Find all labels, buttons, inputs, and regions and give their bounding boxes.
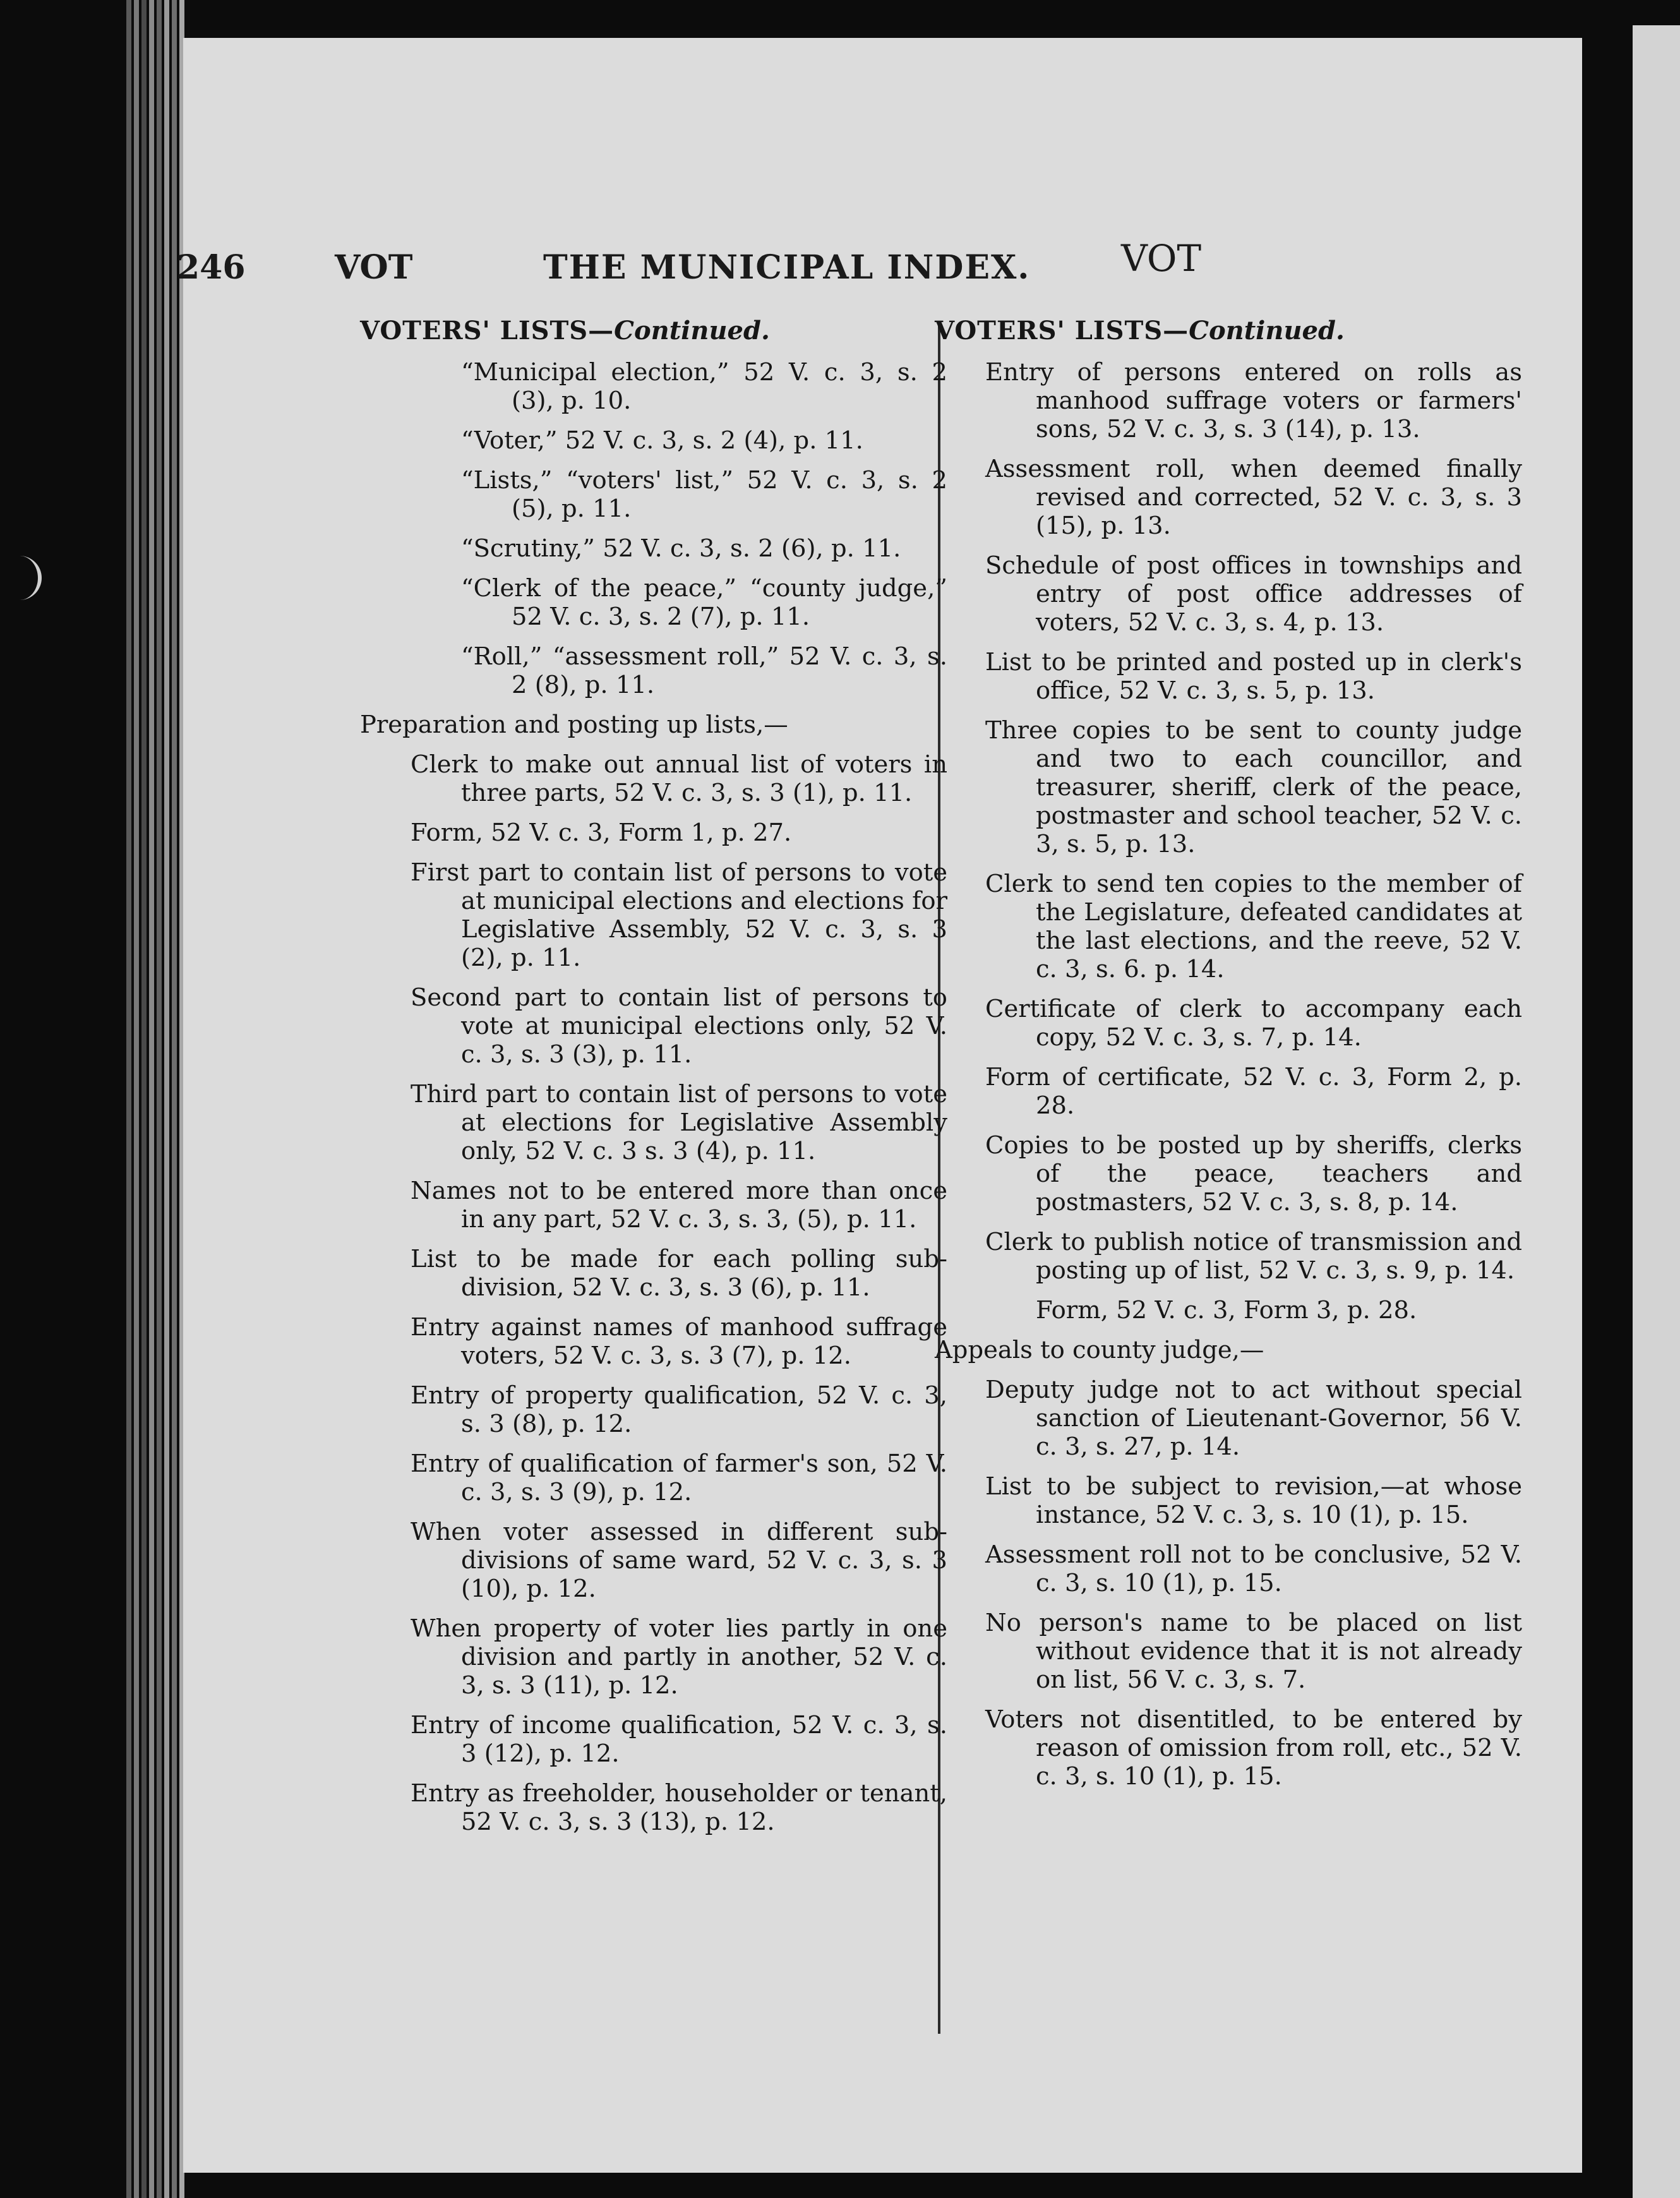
right-column-heading: VOTERS' LISTS—Continued. [935,316,1345,345]
facing-page-edge [1633,25,1680,2198]
index-entry: Entry against names of manhood suffrage voters, 52 V. c. 3, s. 3 (7), p. 12. [411,1313,947,1370]
running-header [0,237,1680,287]
scan-artifact [0,556,42,600]
left-column-heading: VOTERS' LISTS—Continued. [360,316,770,345]
index-entry: Entry of property qualification, 52 V. c. 3, s. 3 (8), p. 12. [411,1381,947,1438]
index-entry: “Municipal election,” 52 V. c. 3, s. 2 (3), p. 10. [461,358,947,415]
index-entry: When property of voter lies partly in one division and partly in another, 52 V. c. 3, s. 3 (11), p. 12. [411,1614,947,1700]
left-column [360,316,947,1847]
index-entry: Clerk to send ten copies to the member of the Legislature, defeated candidates at the last elections, and the reeve, 52 V. c. 3, s. 6. p. 14. [985,870,1522,983]
guide-word-left: VOT [335,248,413,287]
index-entry: No person's name to be placed on list without evidence that it is not already on list, 56 V. c. 3, s. 7. [985,1609,1522,1694]
index-entry: Certificate of clerk to accompany each copy, 52 V. c. 3, s. 7, p. 14. [985,995,1522,1052]
index-entry: Schedule of post offices in townships and entry of post office addresses of voters, 52 V. c. 3, s. 4, p. 13. [985,551,1522,637]
index-entry: List to be subject to revision,—at whose instance, 52 V. c. 3, s. 10 (1), p. 15. [985,1472,1522,1529]
index-entry: Form, 52 V. c. 3, Form 3, p. 28. [1036,1296,1417,1324]
index-entry: “Roll,” “assessment roll,” 52 V. c. 3, s. 2 (8), p. 11. [461,642,947,699]
index-entry: Second part to contain list of persons to vote at municipal elections only, 52 V. c. 3, s. 3 (3), p. 11. [411,983,947,1069]
index-entry: Entry as freeholder, householder or tenant, 52 V. c. 3, s. 3 (13), p. 12. [411,1779,947,1836]
left-entry-list [360,358,947,1836]
index-entry: Assessment roll, when deemed finally revised and corrected, 52 V. c. 3, s. 3 (15), p. 13. [985,455,1522,540]
index-entry: Third part to contain list of persons to vote at elections for Legislative Assembly only, 52 V. c. 3 s. 3 (4), p. 11. [411,1080,947,1165]
index-entry: “Voter,” 52 V. c. 3, s. 2 (4), p. 11. [461,426,863,455]
index-entry: When voter assessed in different sub-divisions of same ward, 52 V. c. 3, s. 3 (10), p. 12. [411,1518,947,1603]
index-entry: Three copies to be sent to county judge and two to each councillor, and treasurer, sheriff, clerk of the peace, postmaster and school teacher, 52 V. c. 3, s. 5, p. 13. [985,716,1522,858]
index-entry: Assessment roll not to be conclusive, 52 V. c. 3, s. 10 (1), p. 15. [985,1540,1522,1597]
index-entry: “Lists,” “voters' list,” 52 V. c. 3, s. 2 (5), p. 11. [461,466,947,523]
index-entry: Form of certificate, 52 V. c. 3, Form 2, p. 28. [985,1063,1522,1120]
page-number: 246 [177,248,246,287]
index-entry: Appeals to county judge,— [935,1336,1264,1364]
index-entry: Copies to be posted up by sheriffs, clerks of the peace, teachers and postmasters, 52 V. c. 3, s. 8, p. 14. [985,1131,1522,1216]
index-entry: Deputy judge not to act without special sanction of Lieutenant-Governor, 56 V. c. 3, s. 27, p. 14. [985,1376,1522,1461]
index-entry: Preparation and posting up lists,— [360,711,788,739]
index-entry: Entry of persons entered on rolls as manhood suffrage voters or farmers' sons, 52 V. c. 3, s. 3 (14), p. 13. [985,358,1522,443]
running-title: THE MUNICIPAL INDEX. [543,248,1031,287]
index-entry: Form, 52 V. c. 3, Form 1, p. 27. [411,819,792,847]
index-entry: Clerk to make out annual list of voters in three parts, 52 V. c. 3, s. 3 (1), p. 11. [411,750,947,807]
index-entry: “Scrutiny,” 52 V. c. 3, s. 2 (6), p. 11. [461,534,901,563]
index-entry: Clerk to publish notice of transmission and posting up of list, 52 V. c. 3, s. 9, p. 14. [985,1228,1522,1285]
index-entry: Entry of qualification of farmer's son, 52 V. c. 3, s. 3 (9), p. 12. [411,1450,947,1506]
index-entry: Voters not disentitled, to be entered by reason of omission from roll, etc., 52 V. c. 3, s. 10 (1), p. 15. [985,1705,1522,1791]
right-column [935,316,1522,1802]
guide-word-right: VOT [1121,237,1202,280]
index-entry: Names not to be entered more than once in any part, 52 V. c. 3, s. 3, (5), p. 11. [411,1177,947,1234]
index-entry: List to be made for each polling sub-division, 52 V. c. 3, s. 3 (6), p. 11. [411,1245,947,1302]
index-entry: Entry of income qualification, 52 V. c. 3, s. 3 (12), p. 12. [411,1711,947,1768]
index-entry: First part to contain list of persons to vote at municipal elections and elections for Legislative Assembly, 52 V. c. 3, s. 3 (2), p. 11. [411,858,947,972]
index-entry: “Clerk of the peace,” “county judge,” 52 V. c. 3, s. 2 (7), p. 11. [461,574,947,631]
right-entry-list [935,358,1522,1791]
index-entry: List to be printed and posted up in clerk's office, 52 V. c. 3, s. 5, p. 13. [985,648,1522,705]
